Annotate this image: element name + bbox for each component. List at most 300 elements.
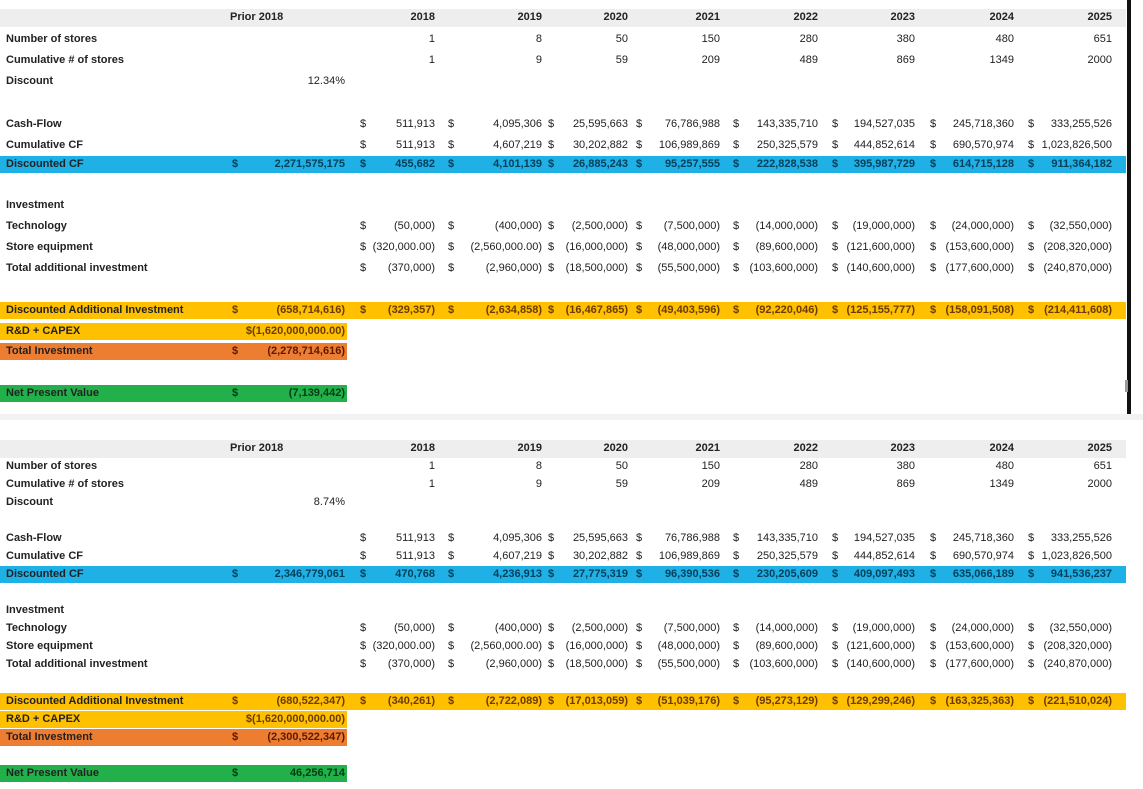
cash-flow-value-currency: $ xyxy=(733,532,740,544)
technology-value-cell: (2,500,000) xyxy=(571,220,628,232)
investment-label: Investment xyxy=(6,199,65,211)
spreadsheet-scenario-2 xyxy=(0,420,1131,789)
store-equipment-value-currency: $ xyxy=(733,640,740,652)
year-header-2018: 2018 xyxy=(410,11,435,23)
cumulative-stores-value-cell: 59 xyxy=(615,54,628,66)
cash-flow-value-cell: 76,786,988 xyxy=(664,118,720,130)
rd-capex-amount: (1,620,000,000.00) xyxy=(252,713,345,725)
cash-flow-value-cell: 245,718,360 xyxy=(952,532,1014,544)
rd-capex-currency: $ xyxy=(245,713,253,725)
discounted-additional-value-currency: $ xyxy=(448,695,455,707)
cumulative-cf-value-currency: $ xyxy=(1028,550,1035,562)
net-present-value-label: Net Present Value xyxy=(6,767,99,779)
discounted-additional-value-currency: $ xyxy=(636,695,643,707)
total-additional-value-cell: (240,870,000) xyxy=(1043,658,1112,670)
number-of-stores-label: Number of stores xyxy=(6,460,98,472)
discounted-additional-value-currency: $ xyxy=(1028,304,1035,316)
total-additional-investment-row xyxy=(0,656,1126,673)
year-header-2021: 2021 xyxy=(695,442,720,454)
total-additional-value-currency: $ xyxy=(636,262,643,274)
net-present-value-label: Net Present Value xyxy=(6,387,99,399)
discounted-cf-value-currency: $ xyxy=(733,158,740,170)
cash-flow-row xyxy=(0,530,1126,547)
discounted-cf-value-cell: 222,828,538 xyxy=(756,158,818,170)
discounted-additional-value-cell: (2,722,089) xyxy=(485,695,542,707)
discounted-cf-value-currency: $ xyxy=(548,158,555,170)
technology-value-currency: $ xyxy=(1028,622,1035,634)
discounted-cf-row xyxy=(0,566,1126,583)
discount-row xyxy=(0,73,1126,90)
discounted-additional-investment-row xyxy=(0,693,1126,710)
technology-value-cell: (7,500,000) xyxy=(663,622,720,634)
discounted-additional-total: (658,714,616) xyxy=(276,304,345,316)
cash-flow-label: Cash-Flow xyxy=(6,532,62,544)
discounted-cf-value-currency: $ xyxy=(360,158,367,170)
store-equipment-value-currency: $ xyxy=(733,241,740,253)
total-additional-value-cell: (55,500,000) xyxy=(657,658,720,670)
discounted-cf-total: 2,346,779,061 xyxy=(274,568,345,580)
total-additional-value-currency: $ xyxy=(733,658,740,670)
cumulative-stores-value-cell: 869 xyxy=(896,54,915,66)
store-equipment-value-currency: $ xyxy=(1028,640,1035,652)
technology-value-currency: $ xyxy=(733,622,740,634)
discounted-additional-value-cell: (163,325,363) xyxy=(945,695,1014,707)
net-present-value-total: 46,256,714 xyxy=(289,767,345,779)
technology-value-currency: $ xyxy=(930,220,937,232)
cumulative-stores-value-cell: 1 xyxy=(428,478,435,490)
cumulative-stores-value-cell: 489 xyxy=(799,478,818,490)
year-header-2018: 2018 xyxy=(410,442,435,454)
discounted-additional-value-cell: (340,261) xyxy=(387,695,435,707)
stores-value-cell: 280 xyxy=(799,460,818,472)
discounted-cf-value-cell: 26,885,243 xyxy=(572,158,628,170)
discounted-cf-value-currency: $ xyxy=(360,568,367,580)
year-header-2023: 2023 xyxy=(890,442,915,454)
technology-label: Technology xyxy=(6,220,67,232)
store-equipment-value-cell: (208,320,000) xyxy=(1043,241,1112,253)
discounted-cf-value-currency: $ xyxy=(1028,568,1035,580)
discounted-additional-value-currency: $ xyxy=(832,304,839,316)
store-equipment-value-currency: $ xyxy=(636,640,643,652)
number-of-stores-row xyxy=(0,31,1126,48)
number-of-stores-label: Number of stores xyxy=(6,33,98,45)
store-equipment-value-cell: (121,600,000) xyxy=(846,241,915,253)
total-additional-value-currency: $ xyxy=(548,262,555,274)
cumulative-cf-value-cell: 690,570,974 xyxy=(952,139,1014,151)
discounted-additional-investment-label: Discounted Additional Investment xyxy=(6,695,184,707)
store-equipment-value-cell: (16,000,000) xyxy=(565,640,628,652)
total-additional-value-currency: $ xyxy=(448,262,455,274)
cumulative-stores-value-cell: 209 xyxy=(701,54,720,66)
cumulative-cf-value-cell: 106,989,869 xyxy=(658,139,720,151)
cash-flow-value-currency: $ xyxy=(448,118,455,130)
cumulative-cf-value-cell: 1,023,826,500 xyxy=(1041,550,1112,562)
technology-value-cell: (19,000,000) xyxy=(852,220,915,232)
discounted-additional-value-cell: (95,273,129) xyxy=(755,695,818,707)
technology-label: Technology xyxy=(6,622,67,634)
total-additional-value-cell: (370,000) xyxy=(387,262,435,274)
cash-flow-value-currency: $ xyxy=(1028,532,1035,544)
scrollbar-thumb[interactable] xyxy=(1125,380,1128,392)
net-present-value-row xyxy=(0,765,1126,782)
discounted-additional-value-cell: (49,403,596) xyxy=(657,304,720,316)
cumulative-cf-value-currency: $ xyxy=(636,139,643,151)
year-header-2023: 2023 xyxy=(890,11,915,23)
cash-flow-value-cell: 25,595,663 xyxy=(572,532,628,544)
discounted-cf-total-currency: $ xyxy=(232,568,239,580)
store-equipment-label: Store equipment xyxy=(6,241,93,253)
cash-flow-value-cell: 333,255,526 xyxy=(1050,118,1112,130)
total-additional-value-cell: (55,500,000) xyxy=(657,262,720,274)
cumulative-cf-value-cell: 106,989,869 xyxy=(658,550,720,562)
total-investment-total: (2,278,714,616) xyxy=(267,345,345,357)
discounted-cf-value-cell: 96,390,536 xyxy=(664,568,720,580)
technology-value-cell: (400,000) xyxy=(494,220,542,232)
rd-capex-row xyxy=(0,711,1126,728)
stores-value-cell: 8 xyxy=(535,33,542,45)
discounted-additional-total: (680,522,347) xyxy=(276,695,345,707)
total-additional-value-currency: $ xyxy=(636,658,643,670)
discounted-cf-value-cell: 4,236,913 xyxy=(493,568,542,580)
store-equipment-value-cell: (153,600,000) xyxy=(945,640,1014,652)
technology-row xyxy=(0,218,1126,235)
technology-value-currency: $ xyxy=(448,622,455,634)
discount-label: Discount xyxy=(6,496,54,508)
cumulative-cf-row xyxy=(0,137,1126,154)
investment-row xyxy=(0,197,1126,214)
technology-value-cell: (50,000) xyxy=(394,220,435,232)
investment-label: Investment xyxy=(6,604,65,616)
discounted-cf-value-currency: $ xyxy=(548,568,555,580)
year-header-prior: Prior 2018 xyxy=(230,442,284,454)
discounted-additional-value-currency: $ xyxy=(360,304,367,316)
discount-row xyxy=(0,494,1126,511)
total-additional-value-currency: $ xyxy=(1028,262,1035,274)
cash-flow-value-cell: 4,095,306 xyxy=(493,532,542,544)
discounted-additional-value-currency: $ xyxy=(548,695,555,707)
discounted-cf-value-currency: $ xyxy=(636,158,643,170)
technology-value-cell: (32,550,000) xyxy=(1049,220,1112,232)
store-equipment-value-cell: (89,600,000) xyxy=(755,640,818,652)
cumulative-cf-value-currency: $ xyxy=(733,139,740,151)
cumulative-cf-value-cell: 4,607,219 xyxy=(493,550,542,562)
store-equipment-value-cell: (48,000,000) xyxy=(657,640,720,652)
year-header-row xyxy=(0,440,1126,458)
technology-value-cell: (14,000,000) xyxy=(755,220,818,232)
discounted-additional-value-cell: (17,013,059) xyxy=(565,695,628,707)
technology-value-cell: (24,000,000) xyxy=(951,220,1014,232)
number-of-stores-row xyxy=(0,458,1126,475)
total-additional-value-cell: (370,000) xyxy=(387,658,435,670)
year-header-2024: 2024 xyxy=(989,11,1014,23)
cumulative-cf-value-cell: 4,607,219 xyxy=(493,139,542,151)
net-present-value-total-currency: $ xyxy=(232,767,239,779)
discounted-cf-label: Discounted CF xyxy=(6,568,84,580)
discounted-additional-value-currency: $ xyxy=(448,304,455,316)
discounted-additional-value-cell: (221,510,024) xyxy=(1043,695,1112,707)
store-equipment-value-currency: $ xyxy=(360,640,367,652)
discounted-cf-row xyxy=(0,156,1126,173)
discounted-additional-investment-label: Discounted Additional Investment xyxy=(6,304,184,316)
total-investment-total-currency: $ xyxy=(232,731,239,743)
discounted-additional-value-currency: $ xyxy=(1028,695,1035,707)
technology-value-cell: (24,000,000) xyxy=(951,622,1014,634)
total-additional-investment-label: Total additional investment xyxy=(6,658,148,670)
cash-flow-value-cell: 333,255,526 xyxy=(1050,532,1112,544)
rd-capex-label: R&D + CAPEX xyxy=(6,325,81,337)
discounted-cf-value-currency: $ xyxy=(832,568,839,580)
technology-value-currency: $ xyxy=(548,622,555,634)
cumulative-stores-value-cell: 9 xyxy=(535,54,542,66)
cash-flow-value-cell: 4,095,306 xyxy=(493,118,542,130)
technology-value-currency: $ xyxy=(832,622,839,634)
cumulative-cf-value-cell: 1,023,826,500 xyxy=(1041,139,1112,151)
store-equipment-value-currency: $ xyxy=(930,640,937,652)
store-equipment-row xyxy=(0,239,1126,256)
discounted-additional-value-cell: (92,220,046) xyxy=(755,304,818,316)
discounted-additional-value-cell: (2,634,858) xyxy=(485,304,542,316)
investment-row xyxy=(0,602,1126,619)
discounted-additional-value-currency: $ xyxy=(548,304,555,316)
cash-flow-value-cell: 511,913 xyxy=(396,532,435,544)
store-equipment-value-cell: (2,560,000.00) xyxy=(470,640,542,652)
discounted-cf-value-currency: $ xyxy=(930,568,937,580)
net-present-value-total-currency: $ xyxy=(232,387,239,399)
store-equipment-value-currency: $ xyxy=(448,241,455,253)
cumulative-cf-row xyxy=(0,548,1126,565)
total-additional-value-currency: $ xyxy=(1028,658,1035,670)
discounted-additional-value-currency: $ xyxy=(636,304,643,316)
year-header-row xyxy=(0,9,1126,27)
discounted-cf-value-currency: $ xyxy=(832,158,839,170)
discounted-cf-value-cell: 409,097,493 xyxy=(853,568,915,580)
total-additional-value-currency: $ xyxy=(448,658,455,670)
cumulative-cf-value-currency: $ xyxy=(448,139,455,151)
cumulative-stores-value-cell: 1 xyxy=(428,54,435,66)
total-additional-value-cell: (103,600,000) xyxy=(749,262,818,274)
technology-value-currency: $ xyxy=(1028,220,1035,232)
cumulative-stores-value-cell: 489 xyxy=(799,54,818,66)
total-additional-value-cell: (140,600,000) xyxy=(846,262,915,274)
net-present-value-row xyxy=(0,385,1126,402)
cash-flow-value-currency: $ xyxy=(636,118,643,130)
store-equipment-value-cell: (121,600,000) xyxy=(846,640,915,652)
cumulative-cf-value-currency: $ xyxy=(636,550,643,562)
cumulative-stores-value-cell: 2000 xyxy=(1087,478,1112,490)
discount-rate: 12.34% xyxy=(307,75,345,87)
total-additional-value-cell: (103,600,000) xyxy=(749,658,818,670)
cumulative-cf-value-cell: 690,570,974 xyxy=(952,550,1014,562)
cash-flow-value-currency: $ xyxy=(930,118,937,130)
cumulative-cf-value-cell: 30,202,882 xyxy=(572,550,628,562)
cash-flow-row xyxy=(0,116,1126,133)
cash-flow-value-cell: 194,527,035 xyxy=(853,118,915,130)
cash-flow-value-currency: $ xyxy=(832,532,839,544)
cumulative-stores-value-cell: 9 xyxy=(535,478,542,490)
cumulative-cf-value-cell: 250,325,579 xyxy=(756,550,818,562)
stores-value-cell: 150 xyxy=(701,460,720,472)
store-equipment-value-cell: (16,000,000) xyxy=(565,241,628,253)
cumulative-cf-value-cell: 30,202,882 xyxy=(572,139,628,151)
total-additional-value-currency: $ xyxy=(733,262,740,274)
store-equipment-label: Store equipment xyxy=(6,640,93,652)
stores-value-cell: 380 xyxy=(896,460,915,472)
cash-flow-value-currency: $ xyxy=(1028,118,1035,130)
discounted-cf-value-currency: $ xyxy=(448,158,455,170)
discounted-cf-total: 2,271,575,175 xyxy=(274,158,345,170)
stores-value-cell: 480 xyxy=(995,460,1014,472)
stores-value-cell: 1 xyxy=(428,460,435,472)
cumulative-cf-value-currency: $ xyxy=(448,550,455,562)
discounted-cf-value-cell: 395,987,729 xyxy=(853,158,915,170)
store-equipment-value-cell: (320,000.00) xyxy=(372,640,435,652)
total-investment-total: (2,300,522,347) xyxy=(267,731,345,743)
cumulative-cf-value-currency: $ xyxy=(733,550,740,562)
rd-capex-value xyxy=(246,323,345,340)
total-additional-value-currency: $ xyxy=(548,658,555,670)
discounted-additional-value-cell: (214,411,608) xyxy=(1044,304,1112,316)
store-equipment-value-currency: $ xyxy=(930,241,937,253)
cumulative-cf-value-cell: 444,852,614 xyxy=(853,550,915,562)
store-equipment-value-currency: $ xyxy=(548,640,555,652)
cumulative-cf-value-cell: 511,913 xyxy=(396,139,435,151)
total-additional-value-currency: $ xyxy=(360,262,367,274)
year-header-2024: 2024 xyxy=(989,442,1014,454)
cash-flow-value-cell: 511,913 xyxy=(396,118,435,130)
cumulative-cf-value-currency: $ xyxy=(360,550,367,562)
year-header-2022: 2022 xyxy=(793,11,818,23)
cumulative-stores-label: Cumulative # of stores xyxy=(6,478,124,490)
cumulative-cf-value-currency: $ xyxy=(548,550,555,562)
stores-value-cell: 150 xyxy=(701,33,720,45)
discounted-cf-value-currency: $ xyxy=(1028,158,1035,170)
cumulative-cf-value-currency: $ xyxy=(832,139,839,151)
rd-capex-row xyxy=(0,323,1126,340)
discounted-additional-value-cell: (329,357) xyxy=(387,304,435,316)
store-equipment-value-currency: $ xyxy=(832,241,839,253)
rd-capex-label: R&D + CAPEX xyxy=(6,713,81,725)
cash-flow-value-currency: $ xyxy=(733,118,740,130)
cumulative-cf-value-cell: 511,913 xyxy=(396,550,435,562)
discounted-cf-value-cell: 230,205,609 xyxy=(756,568,818,580)
total-investment-total-currency: $ xyxy=(232,345,239,357)
total-additional-value-currency: $ xyxy=(360,658,367,670)
discounted-additional-value-cell: (129,299,246) xyxy=(846,695,915,707)
discounted-cf-value-cell: 470,768 xyxy=(395,568,435,580)
cumulative-stores-value-cell: 1349 xyxy=(989,54,1014,66)
discounted-cf-value-cell: 614,715,128 xyxy=(952,158,1014,170)
discounted-cf-value-cell: 4,101,139 xyxy=(493,158,542,170)
cumulative-stores-value-cell: 59 xyxy=(615,478,628,490)
stores-value-cell: 280 xyxy=(799,33,818,45)
technology-value-cell: (7,500,000) xyxy=(663,220,720,232)
discounted-additional-value-currency: $ xyxy=(930,304,937,316)
discounted-additional-value-currency: $ xyxy=(832,695,839,707)
total-additional-value-cell: (140,600,000) xyxy=(846,658,915,670)
year-header-2019: 2019 xyxy=(517,442,542,454)
stores-value-cell: 50 xyxy=(615,33,628,45)
total-additional-value-cell: (177,600,000) xyxy=(945,658,1014,670)
store-equipment-row xyxy=(0,638,1126,655)
cumulative-cf-value-cell: 250,325,579 xyxy=(756,139,818,151)
discounted-cf-value-cell: 941,536,237 xyxy=(1050,568,1112,580)
total-investment-label: Total Investment xyxy=(6,345,93,357)
total-additional-investment-label: Total additional investment xyxy=(6,262,148,274)
cumulative-cf-label: Cumulative CF xyxy=(6,550,84,562)
store-equipment-value-cell: (2,560,000.00) xyxy=(470,241,542,253)
discounted-additional-value-currency: $ xyxy=(733,695,740,707)
cumulative-cf-value-currency: $ xyxy=(832,550,839,562)
total-additional-value-currency: $ xyxy=(832,262,839,274)
cumulative-stores-value-cell: 2000 xyxy=(1087,54,1112,66)
cash-flow-value-currency: $ xyxy=(832,118,839,130)
total-additional-value-cell: (2,960,000) xyxy=(485,658,542,670)
discount-label: Discount xyxy=(6,75,54,87)
year-header-prior: Prior 2018 xyxy=(230,11,284,23)
cash-flow-value-cell: 194,527,035 xyxy=(853,532,915,544)
store-equipment-value-cell: (48,000,000) xyxy=(657,241,720,253)
technology-value-currency: $ xyxy=(360,622,367,634)
discounted-additional-value-currency: $ xyxy=(930,695,937,707)
total-additional-value-currency: $ xyxy=(930,262,937,274)
total-additional-value-currency: $ xyxy=(930,658,937,670)
rd-capex-value xyxy=(246,711,345,728)
total-additional-value-currency: $ xyxy=(832,658,839,670)
discounted-additional-value-currency: $ xyxy=(360,695,367,707)
year-header-2019: 2019 xyxy=(517,11,542,23)
total-additional-value-cell: (240,870,000) xyxy=(1043,262,1112,274)
cash-flow-value-currency: $ xyxy=(548,532,555,544)
discounted-cf-value-cell: 95,257,555 xyxy=(664,158,720,170)
cash-flow-value-cell: 25,595,663 xyxy=(572,118,628,130)
discounted-additional-investment-row xyxy=(0,302,1126,319)
cash-flow-value-currency: $ xyxy=(636,532,643,544)
technology-value-currency: $ xyxy=(360,220,367,232)
year-header-2021: 2021 xyxy=(695,11,720,23)
total-additional-value-cell: (18,500,000) xyxy=(565,658,628,670)
cumulative-cf-value-currency: $ xyxy=(930,550,937,562)
technology-value-currency: $ xyxy=(733,220,740,232)
total-additional-value-cell: (2,960,000) xyxy=(485,262,542,274)
year-header-2022: 2022 xyxy=(793,442,818,454)
discounted-cf-value-currency: $ xyxy=(448,568,455,580)
year-header-2025: 2025 xyxy=(1087,442,1112,454)
store-equipment-value-cell: (153,600,000) xyxy=(945,241,1014,253)
cumulative-stores-label: Cumulative # of stores xyxy=(6,54,124,66)
technology-value-cell: (2,500,000) xyxy=(571,622,628,634)
total-additional-investment-row xyxy=(0,260,1126,277)
technology-value-cell: (32,550,000) xyxy=(1049,622,1112,634)
technology-value-cell: (400,000) xyxy=(494,622,542,634)
discounted-cf-value-cell: 635,066,189 xyxy=(952,568,1014,580)
store-equipment-value-currency: $ xyxy=(1028,241,1035,253)
total-investment-row xyxy=(0,729,1126,746)
cumulative-stores-row xyxy=(0,476,1126,493)
stores-value-cell: 1 xyxy=(428,33,435,45)
cash-flow-value-currency: $ xyxy=(930,532,937,544)
technology-value-currency: $ xyxy=(636,622,643,634)
total-investment-label: Total Investment xyxy=(6,731,93,743)
stores-value-cell: 380 xyxy=(896,33,915,45)
cumulative-cf-value-currency: $ xyxy=(548,139,555,151)
stores-value-cell: 480 xyxy=(995,33,1014,45)
technology-value-currency: $ xyxy=(548,220,555,232)
year-header-2025: 2025 xyxy=(1087,11,1112,23)
cash-flow-value-cell: 245,718,360 xyxy=(952,118,1014,130)
cumulative-stores-value-cell: 869 xyxy=(896,478,915,490)
discounted-cf-value-cell: 27,775,319 xyxy=(572,568,628,580)
store-equipment-value-currency: $ xyxy=(448,640,455,652)
